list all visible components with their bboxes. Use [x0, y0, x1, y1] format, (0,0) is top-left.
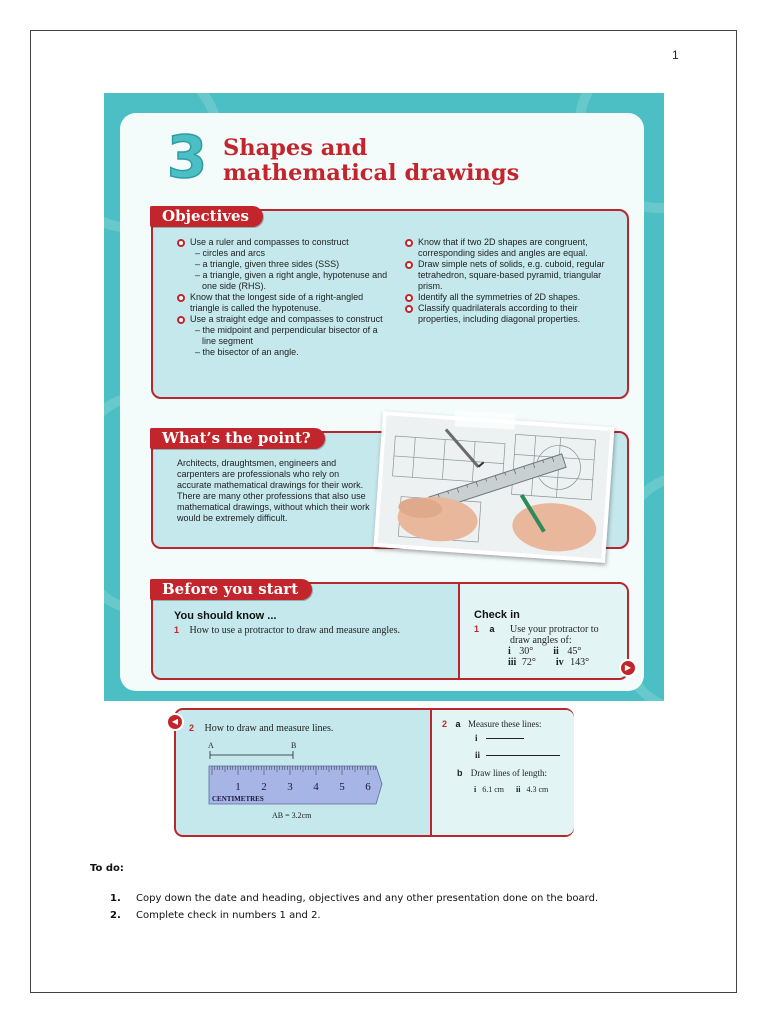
chapter-title: [223, 136, 519, 186]
you-should-know-heading: You should know ...: [174, 610, 277, 622]
should-know-item-1: [174, 625, 400, 636]
should-know-item-2-number: 2: [189, 723, 195, 733]
prev-arrow-icon: ◀: [166, 713, 184, 731]
check-in-item-2b-letter: b: [457, 768, 463, 778]
drafting-photo: [374, 411, 615, 563]
page-number: 1: [672, 48, 679, 62]
objective-item: – circles and arcs: [177, 248, 392, 259]
check-in-item-2b: [457, 768, 547, 778]
length-ii: 4.3 cm: [526, 785, 549, 794]
check-in-item-2-number: 2: [442, 719, 448, 729]
objective-item: Use a ruler and compasses to construct: [177, 237, 392, 248]
ruler-number: 2: [261, 781, 267, 793]
objective-item: Identify all the symmetries of 2D shapes.: [405, 292, 615, 303]
ruler-number: 5: [339, 781, 345, 793]
objective-item: – a triangle, given a right angle, hypotenuse and one side (RHS).: [177, 270, 392, 292]
point-a-label: A: [208, 741, 214, 750]
objectives-left-column: [177, 237, 392, 358]
ruler-figure: [200, 738, 390, 822]
photo-tape: [455, 410, 516, 429]
measure-line-i: [475, 733, 524, 743]
angle-i-label: i: [508, 646, 511, 657]
line-i-sample: [486, 738, 524, 739]
length-i: 6.1 cm: [482, 785, 505, 794]
check-in-heading: Check in: [474, 609, 520, 621]
measure-line-ii-label: ii: [475, 750, 481, 760]
whats-the-point-text: Architects, draughtsmen, engineers and carpenters are professionals who rely on accurate mathematical drawings for their work. There are many other professions that also use mathematical drawings, without which their work would be extremely difficult.: [177, 458, 370, 523]
angle-ii-label: ii: [553, 646, 559, 657]
objective-item: Use a straight edge and compasses to construct: [177, 314, 392, 325]
angle-i: 30°: [519, 646, 534, 657]
length-i-label: i: [474, 785, 477, 794]
todo-item-number: 1.: [110, 893, 121, 904]
point-b-label: B: [291, 741, 297, 750]
drafting-photo-illustration: [378, 415, 610, 558]
check-in-angles: [508, 646, 618, 668]
check-in-item-2b-text: Draw lines of length:: [470, 768, 547, 778]
should-know-item-2-text: How to draw and measure lines.: [204, 723, 334, 734]
objective-item: Know that the longest side of a right-angled triangle is called the hypotenuse.: [177, 292, 392, 314]
measure-line-i-label: i: [475, 733, 478, 743]
objective-item: – the midpoint and perpendicular bisector of a line segment: [177, 325, 392, 347]
check-in-item-2: [442, 719, 542, 730]
draw-lengths: [474, 785, 548, 794]
todo-heading: To do:: [90, 863, 124, 874]
angle-iii-label: iii: [508, 657, 517, 668]
chapter-number-graphic: [157, 127, 217, 183]
next-arrow-icon: ▶: [619, 659, 637, 677]
check-in-item-1-text: Use your protractor to draw angles of:: [510, 624, 599, 646]
check-in-item-2a-letter: a: [455, 719, 461, 729]
ruler-number: 3: [287, 781, 293, 793]
angle-iii: 72°: [521, 657, 536, 668]
todo-list: [110, 890, 598, 924]
todo-item: [110, 890, 598, 907]
line-ii-sample: [486, 755, 560, 756]
whats-the-point-heading: What’s the point?: [150, 428, 325, 449]
panel-divider: [458, 582, 460, 680]
todo-item-text: Complete check in numbers 1 and 2.: [136, 910, 321, 921]
ruler-number: 1: [235, 781, 241, 793]
check-in-item-2a-text: Measure these lines:: [468, 719, 542, 729]
objective-item: – the bisector of an angle.: [177, 347, 392, 358]
measure-line-ii: [475, 750, 560, 760]
todo-item-text: Copy down the date and heading, objectives and any other presentation done on the board.: [136, 893, 599, 904]
objectives-right-column: [405, 237, 615, 325]
objectives-right-list: [405, 237, 615, 325]
before-you-start-heading: Before you start: [150, 579, 312, 600]
objectives-heading: Objectives: [150, 206, 263, 227]
ruler-label: CENTIMETRES: [212, 795, 264, 803]
chapter-title-line2: mathematical drawings: [223, 160, 520, 186]
length-ii-label: ii: [516, 785, 521, 794]
chapter-number: 3: [166, 127, 208, 183]
chapter-title-line1: Shapes and: [223, 135, 368, 161]
objective-item: Know that if two 2D shapes are congruent, corresponding sides and angles are equal.: [405, 237, 615, 259]
angle-iv: 143°: [570, 657, 590, 668]
angle-ii: 45°: [567, 646, 582, 657]
check-in-item-1-number: 1: [474, 624, 480, 634]
ruler-number: 6: [365, 781, 371, 793]
todo-item-number: 2.: [110, 910, 121, 921]
ab-measurement: AB = 3.2cm: [272, 811, 312, 820]
objective-item: Draw simple nets of solids, e.g. cuboid, regular tetrahedron, square-based pyramid, triangular prism.: [405, 259, 615, 292]
todo-item: [110, 907, 598, 924]
angle-iv-label: iv: [555, 657, 564, 668]
should-know-item-1-text: How to use a protractor to draw and measure angles.: [189, 625, 400, 636]
objective-item: – a triangle, given three sides (SSS): [177, 259, 392, 270]
should-know-item-2: [189, 723, 333, 734]
objectives-left-list: [177, 237, 392, 358]
ruler-number: 4: [313, 781, 319, 793]
check-in-item-1-letter: a: [489, 624, 495, 634]
should-know-item-1-number: 1: [174, 625, 180, 635]
objective-item: Classify quadrilaterals according to their properties, including diagonal properties.: [405, 303, 615, 325]
